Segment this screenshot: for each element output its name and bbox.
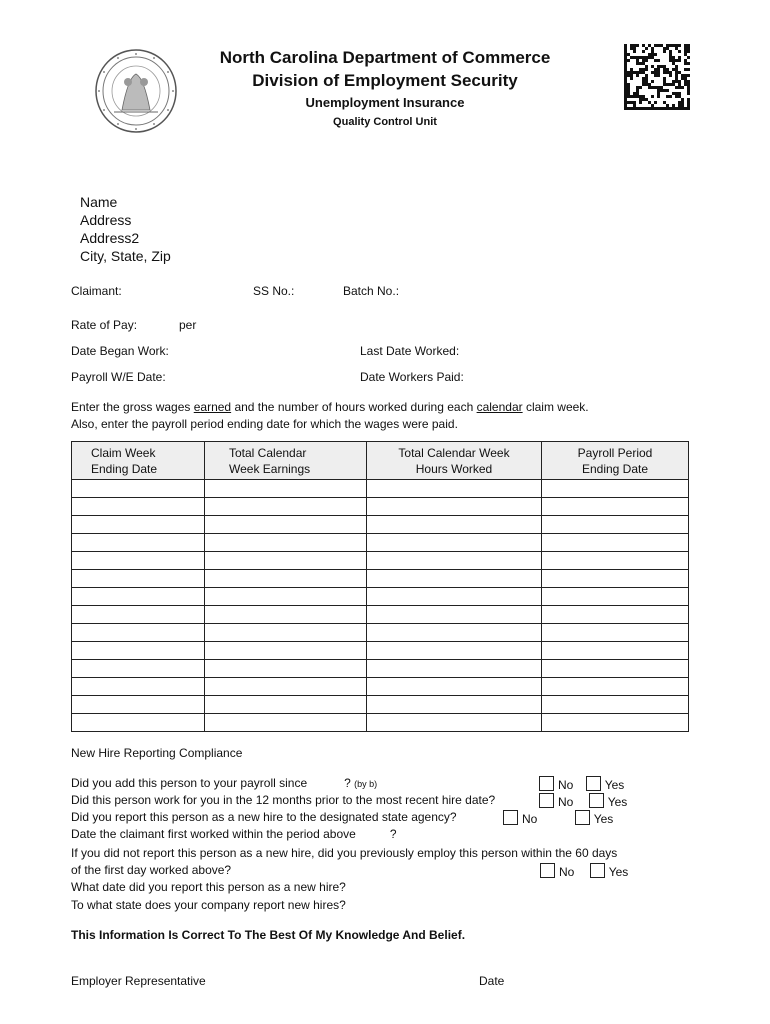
q5-answers xyxy=(540,863,628,879)
q4-label: Date the claimant first worked within the period above xyxy=(71,827,356,841)
table-row xyxy=(72,714,689,732)
table-cell[interactable] xyxy=(542,660,689,678)
col-hours-worked xyxy=(367,442,542,480)
table-cell[interactable] xyxy=(205,696,367,714)
table-cell[interactable] xyxy=(542,642,689,660)
table-cell[interactable] xyxy=(72,678,205,696)
table-cell[interactable] xyxy=(72,552,205,570)
table-cell[interactable] xyxy=(72,588,205,606)
header-text: Claim Week xyxy=(91,445,156,460)
q3-no-label: No xyxy=(522,812,538,826)
header-text: Total Calendar xyxy=(229,445,307,460)
batch-no-label: Batch No.: xyxy=(343,284,400,298)
address-line2: Address2 xyxy=(80,230,140,246)
table-cell[interactable] xyxy=(542,588,689,606)
table-cell[interactable] xyxy=(205,498,367,516)
q5-text-line1: If you did not report this person as a new hire, did you previously employ this person within the 60 days xyxy=(71,846,618,860)
instructions-text: Enter the gross wages xyxy=(71,400,194,414)
instructions-earned: earned xyxy=(193,400,232,414)
table-cell[interactable] xyxy=(542,624,689,642)
table-cell[interactable] xyxy=(367,696,542,714)
q3-text: Did you report this person as a new hire to the designated state agency? xyxy=(71,810,457,824)
claimant-label: Claimant: xyxy=(71,284,122,298)
table-cell[interactable] xyxy=(367,606,542,624)
q4-mark: ? xyxy=(389,827,397,841)
table-row xyxy=(72,534,689,552)
table-cell[interactable] xyxy=(72,516,205,534)
table-cell[interactable] xyxy=(205,714,367,732)
table-cell[interactable] xyxy=(542,552,689,570)
table-cell[interactable] xyxy=(205,588,367,606)
instructions-text: and the number of hours worked during each xyxy=(231,400,477,414)
col-week-earnings xyxy=(205,442,367,480)
table-cell[interactable] xyxy=(542,606,689,624)
q1-small: (by b) xyxy=(354,779,378,789)
table-cell[interactable] xyxy=(542,534,689,552)
table-row xyxy=(72,624,689,642)
table-cell[interactable] xyxy=(72,570,205,588)
table-row xyxy=(72,588,689,606)
q4-text xyxy=(71,827,397,841)
col-payroll-period-ending xyxy=(542,442,689,480)
header-department: North Carolina Department of Commerce xyxy=(219,48,551,67)
table-row xyxy=(72,678,689,696)
table-row xyxy=(72,480,689,498)
table-cell[interactable] xyxy=(72,498,205,516)
q5-no-label: No xyxy=(559,865,575,879)
q2-text: Did this person work for you in the 12 months prior to the most recent hire date? xyxy=(71,793,496,807)
address-block xyxy=(80,193,171,265)
date-label: Date xyxy=(479,974,505,988)
table-cell[interactable] xyxy=(367,480,542,498)
table-cell[interactable] xyxy=(367,534,542,552)
table-row xyxy=(72,552,689,570)
table-cell[interactable] xyxy=(205,516,367,534)
q1-label: Did you add this person to your payroll since xyxy=(71,776,308,790)
q3-yes-checkbox[interactable] xyxy=(575,810,590,825)
date-began-work-label: Date Began Work: xyxy=(71,344,169,358)
header-text: Ending Date xyxy=(91,461,158,476)
address-city-state-zip: City, State, Zip xyxy=(80,248,171,264)
table-cell[interactable] xyxy=(542,498,689,516)
header-text: Payroll Period xyxy=(577,445,653,460)
last-date-worked-label: Last Date Worked: xyxy=(360,344,460,358)
q1-mark: ? xyxy=(344,776,351,790)
table-cell[interactable] xyxy=(72,534,205,552)
rate-of-pay-label: Rate of Pay: xyxy=(71,318,138,332)
table-row xyxy=(72,606,689,624)
table-cell[interactable] xyxy=(542,516,689,534)
address-line1: Address xyxy=(80,212,132,228)
table-row xyxy=(72,642,689,660)
table-cell[interactable] xyxy=(72,624,205,642)
header-text: Week Earnings xyxy=(229,461,311,476)
q1-no-checkbox[interactable] xyxy=(539,776,554,791)
table-cell[interactable] xyxy=(205,570,367,588)
instructions-line2: Also, enter the payroll period ending date for which the wages were paid. xyxy=(71,417,458,431)
q2-no-label: No xyxy=(558,795,574,809)
q7-text: To what state does your company report new hires? xyxy=(71,898,346,912)
q5-yes-label: Yes xyxy=(608,865,629,879)
header-text: Ending Date xyxy=(581,461,649,476)
table-cell[interactable] xyxy=(542,714,689,732)
table-cell[interactable] xyxy=(72,606,205,624)
header-text: Total Calendar Week xyxy=(398,445,510,460)
col-claim-week-ending xyxy=(72,442,205,480)
q1-yes-label: Yes xyxy=(604,778,625,792)
table-cell[interactable] xyxy=(542,570,689,588)
table-cell[interactable] xyxy=(367,588,542,606)
wages-table xyxy=(71,441,689,732)
instructions-text: claim week. xyxy=(522,400,589,414)
payroll-we-date-label: Payroll W/E Date: xyxy=(71,370,166,384)
table-row xyxy=(72,516,689,534)
table-cell[interactable] xyxy=(205,534,367,552)
q5-yes-checkbox[interactable] xyxy=(590,863,605,878)
q3-yes-label: Yes xyxy=(593,812,614,826)
per-label: per xyxy=(179,318,197,332)
table-cell[interactable] xyxy=(205,552,367,570)
q3-no-checkbox[interactable] xyxy=(503,810,518,825)
date-workers-paid-label: Date Workers Paid: xyxy=(360,370,464,384)
q2-no-checkbox[interactable] xyxy=(539,793,554,808)
table-row xyxy=(72,696,689,714)
table-cell[interactable] xyxy=(205,480,367,498)
q1-yes-checkbox[interactable] xyxy=(586,776,601,791)
q2-answers xyxy=(539,793,627,809)
q2-yes-checkbox[interactable] xyxy=(589,793,604,808)
table-cell[interactable] xyxy=(72,714,205,732)
q5-text-line2: of the first day worked above? xyxy=(71,863,232,877)
new-hire-title: New Hire Reporting Compliance xyxy=(71,746,243,760)
header-unit: Quality Control Unit xyxy=(333,116,437,128)
instructions-line1 xyxy=(71,400,589,414)
employer-representative-label: Employer Representative xyxy=(71,974,206,988)
table-cell[interactable] xyxy=(205,606,367,624)
header-text: Hours Worked xyxy=(415,461,493,476)
q3-answers xyxy=(503,810,613,826)
ss-no-label: SS No.: xyxy=(253,284,295,298)
table-cell[interactable] xyxy=(205,660,367,678)
table-cell[interactable] xyxy=(72,642,205,660)
header-division: Division of Employment Security xyxy=(252,71,518,90)
table-cell[interactable] xyxy=(542,480,689,498)
table-cell[interactable] xyxy=(367,570,542,588)
table-cell[interactable] xyxy=(367,498,542,516)
table-cell[interactable] xyxy=(367,624,542,642)
table-cell[interactable] xyxy=(367,678,542,696)
table-cell[interactable] xyxy=(367,552,542,570)
instructions-calendar: calendar xyxy=(476,400,523,414)
table-header-row xyxy=(72,442,689,480)
q5-no-checkbox[interactable] xyxy=(540,863,555,878)
q1-text xyxy=(71,776,377,790)
header-program: Unemployment Insurance xyxy=(305,95,465,110)
table-cell[interactable] xyxy=(72,696,205,714)
table-cell[interactable] xyxy=(205,642,367,660)
table-cell[interactable] xyxy=(367,642,542,660)
table-row xyxy=(72,570,689,588)
table-cell[interactable] xyxy=(72,660,205,678)
q1-answers xyxy=(539,776,624,792)
table-row xyxy=(72,498,689,516)
table-row xyxy=(72,660,689,678)
table-cell[interactable] xyxy=(542,696,689,714)
table-cell[interactable] xyxy=(367,660,542,678)
table-cell[interactable] xyxy=(205,624,367,642)
table-cell[interactable] xyxy=(542,678,689,696)
table-cell[interactable] xyxy=(72,480,205,498)
q6-text: What date did you report this person as a new hire? xyxy=(71,880,346,894)
q1-no-label: No xyxy=(558,778,574,792)
q2-yes-label: Yes xyxy=(607,795,628,809)
table-cell[interactable] xyxy=(367,516,542,534)
table-cell[interactable] xyxy=(205,678,367,696)
certification-statement: This Information Is Correct To The Best Of My Knowledge And Belief. xyxy=(71,928,466,942)
table-cell[interactable] xyxy=(367,714,542,732)
address-name: Name xyxy=(80,194,118,210)
